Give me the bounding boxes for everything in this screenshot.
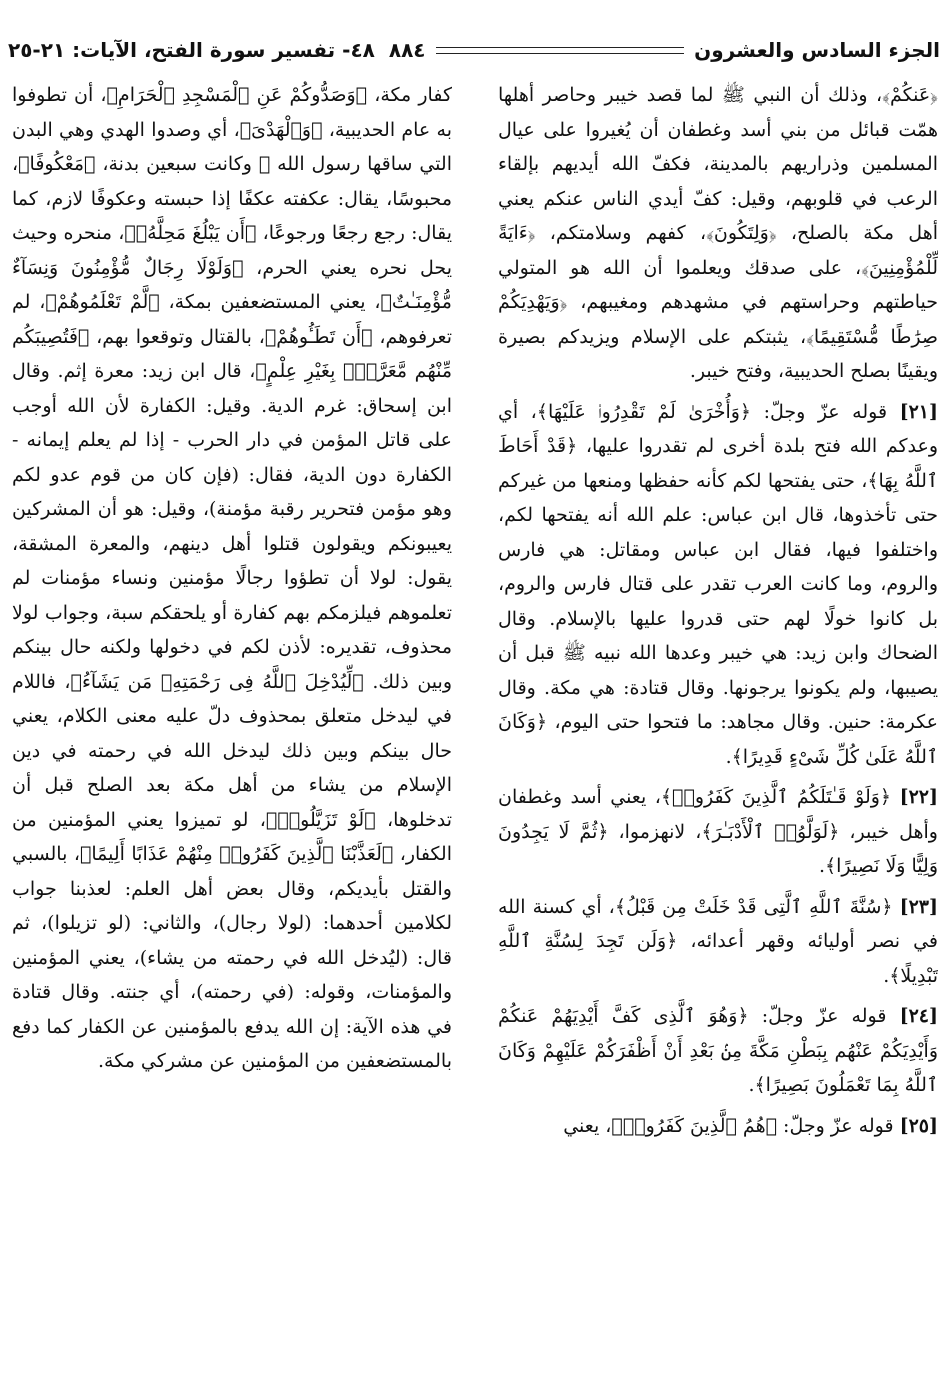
- paragraph-text: قوله عزّ وجلّ: ﴿وَأُخْرَىٰ لَمْ تَقْدِرُوا۟ عَلَيْهَا﴾، أي وعدكم الله فتح بلدة أخرى لم تقدروا عليها، ﴿قَدْ أَحَاطَ ٱللَّهُ بِهَا﴾، حتى يفتحها لكم كأنه حفظها ومنعها من غيركم حتى تأخذوها، قال ابن عباس: علم الله أنه يفتحها لكم، واختلفوا فيها، فقال ابن عباس ومقاتل: هي فارس والروم، وما كانت العرب تقدر على قتال فارس والروم، بل كانوا خولًا لهم حتى قدروا عليها بالإسلام. وقال الضحاك وابن زيد: هي خيبر وعدها الله نبيه ﷺ قبل أن يصيبها، ولم يكونوا يرجونها. وقال قتادة: هي مكة. وقال عكرمة: حنين. وقال مجاهد: ما فتحوا حتى اليوم، ﴿وَكَانَ ٱللَّهُ عَلَىٰ كُلِّ شَىْءٍ قَدِيرًا﴾.: [498, 400, 938, 768]
- part-title: الجزء السادس والعشرون: [694, 38, 940, 62]
- paragraph: [12, 78, 452, 1079]
- verse-number: [٢٢]: [899, 786, 938, 808]
- verse-number: [٢٥]: [899, 1114, 938, 1137]
- header-rule: [436, 47, 685, 54]
- right-column: [498, 78, 938, 1378]
- verse-number: [٢٤]: [899, 1005, 938, 1027]
- paragraph-text: ﴿سُنَّةَ ٱللَّهِ ٱلَّتِى قَدْ خَلَتْ مِن قَبْلُ﴾، أي كسنة الله في نصر أوليائه وقهر أعدائه، ﴿وَلَن تَجِدَ لِسُنَّةِ ٱللَّهِ تَبْدِيلًا﴾.: [498, 895, 938, 987]
- paragraph-text: ﴿وَلَوْ قَـٰتَلَكُمُ ٱلَّذِينَ كَفَرُوا۟﴾، يعني أسد وغطفان وأهل خيبر، ﴿لَوَلَّوُا۟ ٱلْأَدْبَـٰرَ﴾، لانهزموا، ﴿ثُمَّ لَا يَجِدُونَ وَلِيًّا وَلَا نَصِيرًا﴾.: [498, 786, 938, 877]
- surah-title: ٤٨- تفسير سورة الفتح، الآيات: ٢١-٢٥: [8, 38, 375, 62]
- page-header: [8, 30, 940, 70]
- paragraph: [498, 1109, 938, 1144]
- paragraph: [498, 78, 938, 389]
- verse-number: [٢١]: [899, 400, 938, 423]
- verse-number: [٢٣]: [899, 895, 938, 918]
- paragraph: [498, 999, 938, 1103]
- paragraph-text: كفار مكة، ﴿وَصَدُّوكُمْ عَنِ ٱلْمَسْجِدِ ٱلْحَرَامِ﴾، أن تطوفوا به عام الحديبية، ﴿وَٱلْهَدْىَ﴾، أي وصدوا الهدي وهي البدن التي ساقها رسول الله ﷺ وكانت سبعين بدنة، ﴿مَعْكُوفًا﴾، محبوسًا، يقال: عكفته عكفًا إذا حبسته وعكوفًا لازم، كما يقال: رجع رجعًا ورجوعًا، ﴿أَن يَبْلُغَ مَحِلَّهُۥ﴾، منحره وحيث يحل نحره يعني الحرم، ﴿وَلَوْلَا رِجَالٌ مُّؤْمِنُونَ وَنِسَآءٌ مُّؤْمِنَـٰتٌ﴾، يعني المستضعفين بمكة، ﴿لَّمْ تَعْلَمُوهُمْ﴾، لم تعرفوهم، ﴿أَن تَطَـُٔوهُمْ﴾، بالقتال وتوقعوا بهم، ﴿فَتُصِيبَكُم مِّنْهُم مَّعَرَّةٌۢ بِغَيْرِ عِلْمٍ﴾، قال ابن زيد: معرة إثم. وقال ابن إسحاق: غرم الدية. وقيل: الكفارة لأن الله أوجب على قاتل المؤمن في دار الحرب - إذا لم يعلم إيمانه - الكفارة دون الدية، فقال: (فإن كان من قوم عدو لكم وهو مؤمن فتحرير رقبة مؤمنة)، وقيل: هو أن المشركين يعيبونكم ويقولون قتلوا أهل دينهم، والمعرة المشقة، يقول: لولا أن تطؤوا رجالًا مؤمنين ونساء مؤمنات لم تعلموهم فيلزمكم بهم كفارة أو يلحقكم سبة، وجواب لولا محذوف، تقديره: لأذن لكم في دخولها ولكنه حال بينكم وبين ذلك. ﴿لِّيُدْخِلَ ٱللَّهُ فِى رَحْمَتِهِۦ مَن يَشَآءُ﴾، فاللام في ليدخل متعلق بمحذوف دلّ عليه معنى الكلام، يعني حال بينكم وبين ذلك ليدخل الله في رحمته في دين الإسلام من يشاء من أهل مكة بعد الصلح قبل أن تدخلوها، ﴿لَوْ تَزَيَّلُوا۟﴾، لو تميزوا يعني المؤمنين من الكفار، ﴿لَعَذَّبْنَا ٱلَّذِينَ كَفَرُوا۟ مِنْهُمْ عَذَابًا أَلِيمًا﴾، بالسبي والقتل بأيديكم، وقال بعض أهل العلم: لعذبنا جواب لكلامين أحدهما: (لولا رجال)، والثاني: (لو تزيلوا)، ثم قال: (ليُدخل الله في رحمته من يشاء)، يعني المؤمنين والمؤمنات، وقوله: (في رحمته)، أي جنته. وقال قتادة في هذه الآية: إن الله يدفع بالمؤمنين عن الكفار كما دفع بالمستضعفين من المؤمنين عن مشركي مكة.: [12, 84, 452, 1072]
- paragraph: [498, 780, 938, 884]
- paragraph: [498, 395, 938, 775]
- paragraph-text: قوله عزّ وجلّ: ﴿هُمُ ٱلَّذِينَ كَفَرُوا۟﴾، يعني: [563, 1114, 894, 1137]
- paragraph: [498, 890, 938, 994]
- paragraph-text: ﴿عَنكُمْ﴾، وذلك أن النبي ﷺ لما قصد خيبر وحاصر أهلها همّت قبائل من بني أسد وغطفان أن يُغيروا على عيال المسلمين وذراريهم بالمدينة، فكفّ الله أيديهم بإلقاء الرعب في قلوبهم، وقيل: كفّ أيدي الناس عنكم يعني أهل مكة بالصلح، ﴿وَلِتَكُونَ﴾، كفهم وسلامتكم، ﴿ءَايَةً لِّلْمُؤْمِنِينَ﴾، على صدقك ويعلموا أن الله هو المتولي حياطتهم وحراستهم في مشهدهم ومغيبهم، ﴿وَيَهْدِيَكُمْ صِرَٰطًا مُّسْتَقِيمًا﴾، يثبتكم على الإسلام ويزيدكم بصيرة ويقينًا بصلح الحديبية، وفتح خيبر.: [498, 84, 938, 382]
- page-number: ٨٨٤: [388, 38, 426, 62]
- left-column: [12, 78, 452, 1378]
- paragraph-text: قوله عزّ وجلّ: ﴿وَهُوَ ٱلَّذِى كَفَّ أَيْدِيَهُمْ عَنكُمْ وَأَيْدِيَكُمْ عَنْهُم بِبَطْنِ مَكَّةَ مِنۢ بَعْدِ أَنْ أَظْفَرَكُمْ عَلَيْهِمْ وَكَانَ ٱللَّهُ بِمَا تَعْمَلُونَ بَصِيرًا﴾.: [498, 1005, 938, 1096]
